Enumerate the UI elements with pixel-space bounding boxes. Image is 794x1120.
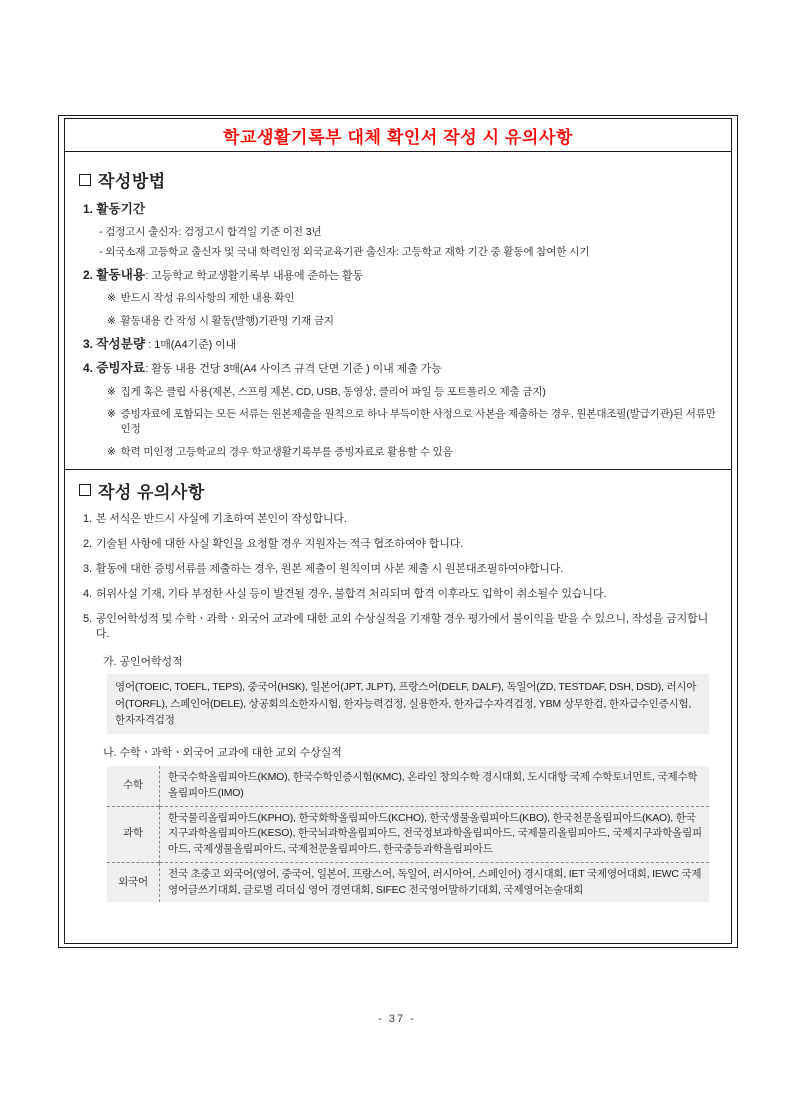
note-item-2 [83,537,719,553]
note-item-2-text: 기술된 사항에 대한 사실 확인을 요청할 경우 지원자는 적극 협조하여야 합니다. [95,537,464,550]
method-item-3 [83,336,719,354]
method-item-4-heading: 증빙자료 [96,361,146,376]
note-item-2-index: 2. [83,537,92,550]
table-cell-detail-math: 한국수학올림피아드(KMO), 한국수학인증시험(KMC), 온라인 창의수학 경시대회, 도시대항 국제 수학토너먼트, 국제수학올림피아드(IMO) [168,771,698,799]
note-item-3 [83,562,719,578]
star-mark-icon: ※ [107,292,116,305]
method-item-4-star-1-text: 집게 혹은 클립 사용(제본, 스프링 제본, CD, USB, 동영상, 클리어 파일 등 포트폴리오 제출 금지) [120,385,546,398]
note-item-1 [83,512,719,528]
method-item-2-star-2-text: 활동내용 칸 작성 시 활동(발행)기관명 기재 금지 [120,314,334,327]
method-item-3-rest: : 1매(A4기준) 이내 [145,338,237,351]
method-item-1 [83,201,719,219]
note-item-5-text: 공인어학성적 및 수학ㆍ과학ㆍ외국어 교과에 대한 교외 수상실적을 기재할 경우 평가에서 불이익을 받을 수 있으니, 작성을 금지합니다. [95,612,709,641]
method-item-1-heading: 활동기간 [96,202,146,216]
method-item-2 [83,267,719,285]
note-item-5-index: 5. [83,612,92,625]
method-item-2-rest: : 고등학교 학교생활기록부 내용에 준하는 활동 [145,269,364,282]
table-row [107,766,709,806]
star-mark-icon: ※ [107,314,116,327]
note-item-1-text: 본 서식은 반드시 사실에 기초하여 본인이 작성합니다. [95,512,347,525]
page-title: 학교생활기록부 대체 확인서 작성 시 유의사항 [222,127,574,147]
table-cell-detail-science: 한국물리올림피아드(KPHO), 한국화학올림피아드(KCHO), 한국생물올림피아드(KBO), 한국천문올림피아드(KAO), 한국지구과학올림피아드(KESO), 한국뇌과학올림피아드, 전국정보과학올림피아드, 국제물리올림피아드, 국제지구과학올림피아드, 국제생물올림피아드, 국제천문올림피아드, 한국중등과학올림피아드 [168,811,702,856]
method-item-4-rest: : 활동 내용 건당 3매(A4 사이즈 규격 단면 기준 ) 이내 제출 가능 [145,363,442,376]
square-bullet-icon [79,174,91,186]
document-body [65,152,731,902]
section-heading-method [79,167,719,192]
document-title-bar [65,119,731,152]
table-row [107,862,709,902]
method-item-4-star-3 [107,445,719,460]
method-item-4-star-3-text: 학력 미인정 고등학교의 경우 학교생활기록부를 증빙자료로 활용할 수 있음 [120,445,453,458]
method-item-4-number: 4. [83,361,94,376]
table-cell-subject-math: 수학 [107,766,160,806]
section-heading-method-label: 작성방법 [98,172,166,191]
page-number-footer: - 37 - [378,1013,416,1025]
table-cell-subject-science: 과학 [107,806,160,862]
star-mark-icon: ※ [107,385,116,398]
language-test-list-box: 영어(TOEIC, TOEFL, TEPS), 중국어(HSK), 일본어(JPT, JLPT), 프랑스어(DELF, DALF), 독일어(ZD, TESTDAF, DSH, DSD), 러시아어(TORFL), 스페인어(DELE), 상공회의소한자시험, 한자능력검정, 실용한자, 한자급수자격검정, YBM 상무한검, 한자급수인증시험, 한자자격검정 [107,674,709,734]
square-bullet-icon [79,484,91,496]
star-mark-icon: ※ [107,445,116,458]
note-item-3-index: 3. [83,562,92,575]
note-item-3-text: 활동에 대한 증빙서류를 제출하는 경우, 원본 제출이 원칙이며 사본 제출 시 원본대조필하여야합니다. [95,562,564,575]
table-cell-detail-foreign-language: 전국 초중고 외국어(영어, 중국어, 일본어, 프랑스어, 독일어, 러시아어, 스페인어) 경시대회, IET 국제영어대회, IEWC 국제영어글쓰기대회, 글로벌 리더십 영어 경연대회, SIFEC 전국영어말하기대회, 국제영어논술대회 [168,867,702,896]
method-item-2-star-1-text: 반드시 작성 유의사항의 제한 내용 확인 [120,292,295,305]
award-competition-table [107,766,709,902]
note-item-4-text: 허위사실 기재, 기타 부정한 사실 등이 발견될 경우, 불합격 처리되며 합격 이후라도 입학이 취소될수 있습니다. [95,587,607,600]
sub-label-b: 나. 수학ㆍ과학ㆍ외국어 교과에 대한 교외 수상실적 [103,747,342,760]
section-heading-notes [79,478,719,503]
method-item-4-star-2 [107,407,719,437]
method-item-2-heading: 활동내용 [96,267,146,282]
note-item-4 [83,587,719,603]
method-item-4-star-2-text: 증빙자료에 포함되는 모든 서류는 원본제출을 원칙으로 하나 부득이한 사정으로 사본을 제출하는 경우, 원본대조필(발급기관)된 서류만 인정 [120,408,716,436]
method-item-4 [83,360,719,378]
method-item-2-number: 2. [83,267,94,282]
sub-label-a: 가. 공인어학성적 [103,656,183,669]
method-item-1-number: 1. [83,202,94,216]
method-item-2-star-2 [107,314,719,329]
document-container [64,118,732,944]
table-row [107,806,709,862]
table-cell-subject-foreign-language: 외국어 [107,862,160,902]
method-item-1-dash-2: - 외국소재 고등학교 출신자 및 국내 학력인정 외국교육기관 출신자: 고등학교 재학 기간 중 활동에 참여한 시기 [99,246,590,259]
method-item-1-dash-1: - 검정고시 출신자: 검정고시 합격일 기준 이전 3년 [99,225,322,238]
section-divider [65,469,731,470]
note-item-4-index: 4. [83,587,92,600]
note-item-1-index: 1. [83,512,92,525]
method-item-4-star-1 [107,385,719,400]
method-item-3-heading: 작성분량 [96,336,146,351]
star-mark-icon: ※ [107,408,116,421]
note-item-5 [83,612,719,644]
method-item-2-star-1 [107,291,719,306]
method-item-3-number: 3. [83,336,94,351]
section-heading-notes-label: 작성 유의사항 [98,482,205,502]
